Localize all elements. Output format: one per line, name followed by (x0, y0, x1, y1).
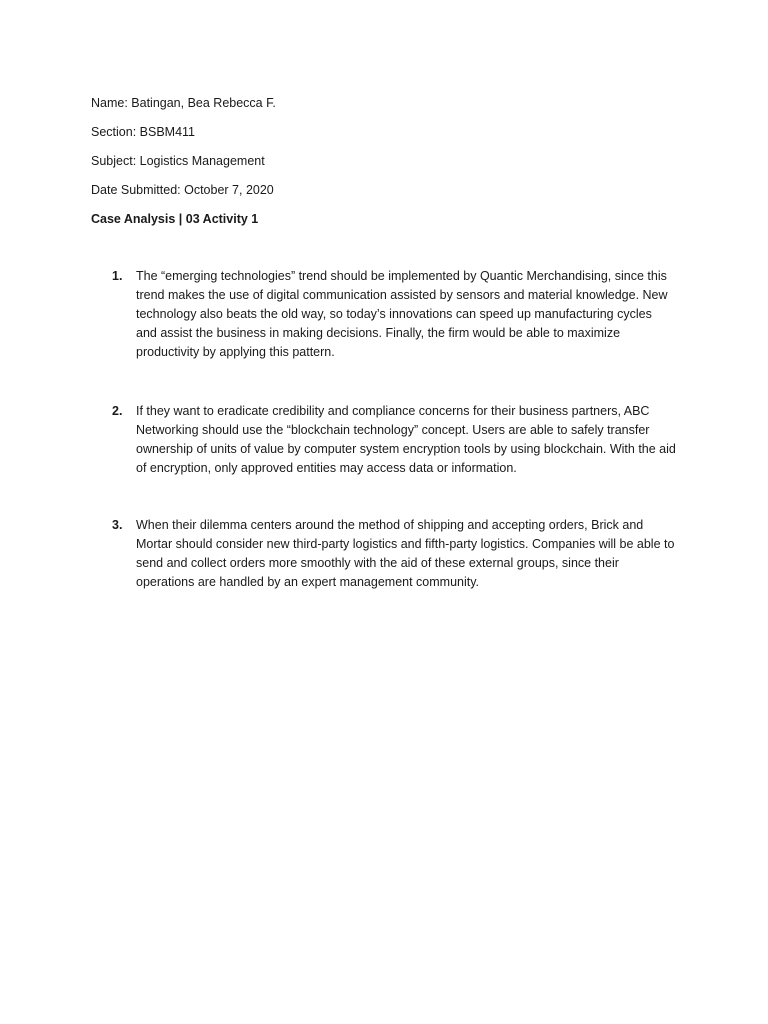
item-number: 2. (112, 404, 123, 418)
item-number: 3. (112, 518, 123, 532)
student-name: Name: Batingan, Bea Rebecca F. (91, 96, 276, 110)
subject-line: Subject: Logistics Management (91, 154, 265, 168)
case-analysis-title: Case Analysis | 03 Activity 1 (91, 212, 259, 226)
item-number: 1. (112, 269, 123, 283)
item-text: If they want to eradicate credibility and compliance concerns for their business partners, ABC Networking should use the “blockchain technology” concept. Users are able to safely transfer ownership of units of value by computer system encryption tools by using blockchain. With the aid of encryption, only approved entities may access data or information. (136, 404, 676, 475)
date-submitted-line: Date Submitted: October 7, 2020 (91, 183, 274, 197)
item-text: When their dilemma centers around the method of shipping and accepting orders, Brick and Mortar should consider new third-party logistics and fifth-party logistics. Companies will be able to send and collect orders more smoothly with the aid of these external groups, since their operations are handled by an expert management community. (136, 518, 675, 589)
section-line: Section: BSBM411 (91, 125, 195, 139)
item-text: The “emerging technologies” trend should be implemented by Quantic Merchandising, since this trend makes the use of digital communication assisted by sensors and material knowledge. New technology also beats the old way, so today’s innovations can speed up manufacturing cycles and assist the business in making decisions. Finally, the firm would be able to maximize productivity by applying this pattern. (136, 269, 668, 359)
